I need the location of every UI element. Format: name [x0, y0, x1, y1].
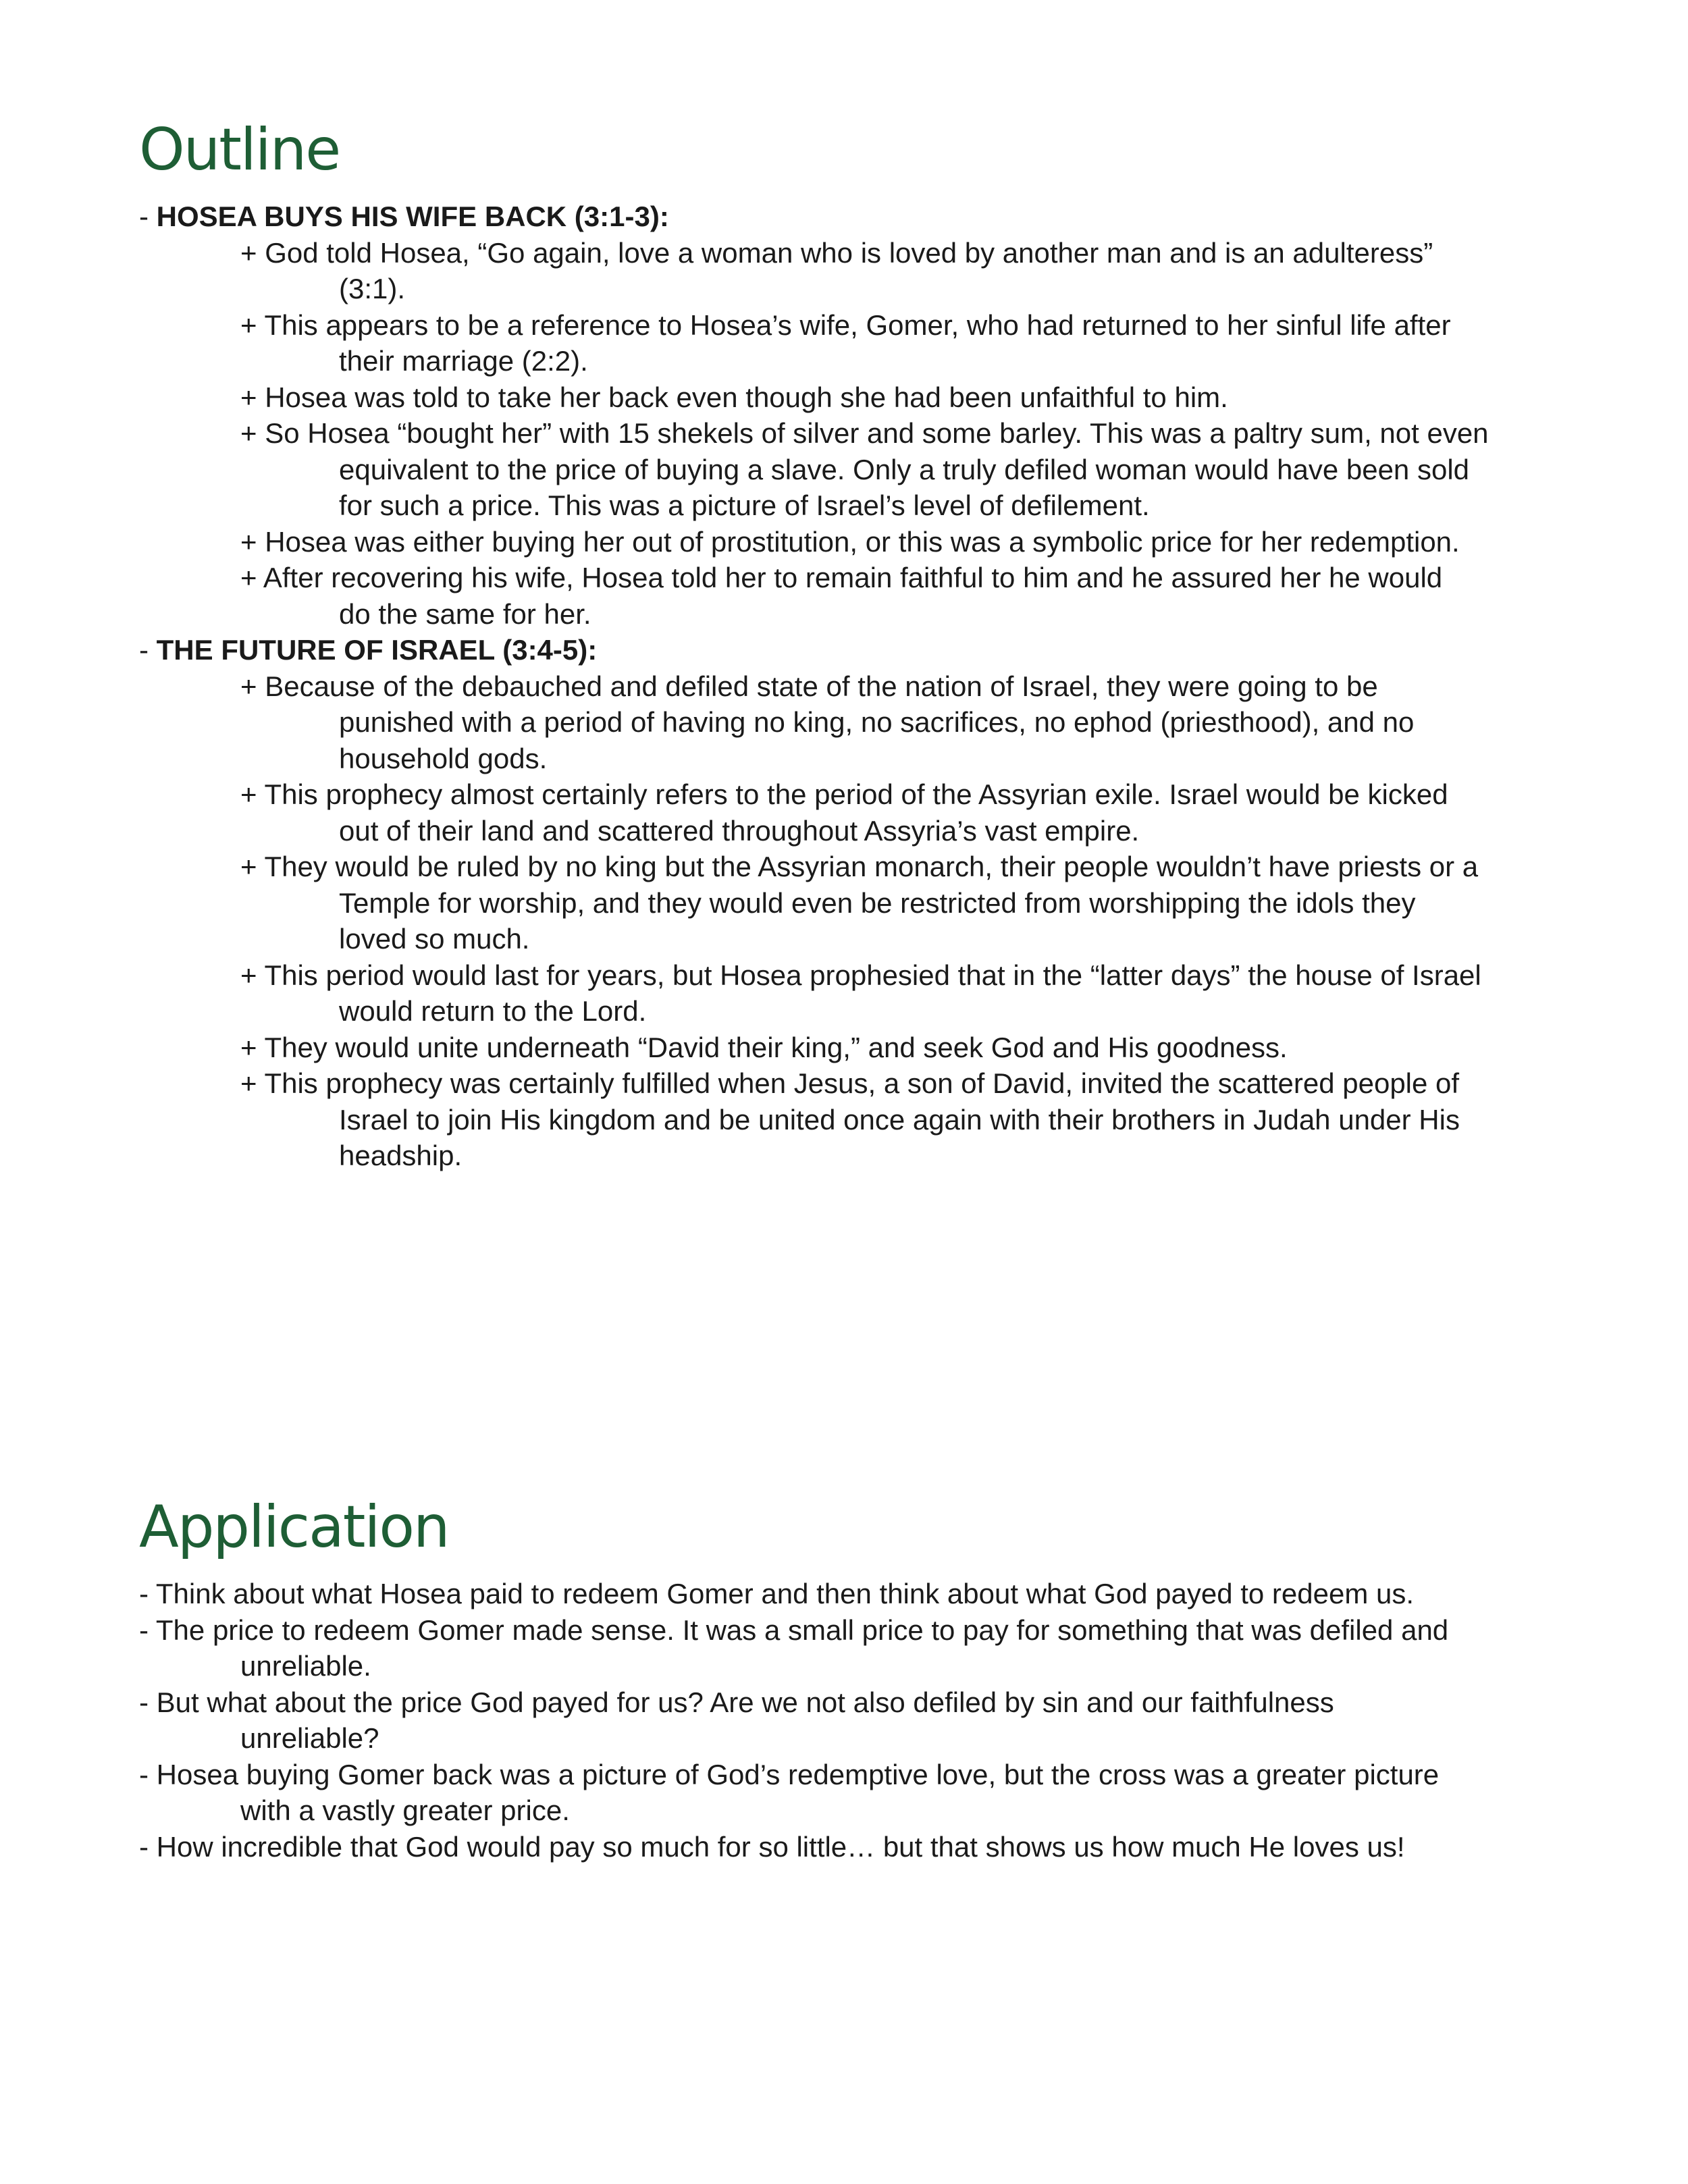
bullet-line: equivalent to the price of buying a slave. Only a truly defiled woman would have been sold	[339, 453, 1470, 485]
application-heading: Application	[139, 1493, 449, 1561]
application-point	[139, 1576, 1557, 1612]
point-line: with a vastly greater price.	[240, 1794, 570, 1826]
application-point	[139, 1829, 1557, 1865]
bullet-line: + This prophecy was certainly fulfilled when Jesus, a son of David, invited the scattered people of	[240, 1067, 1460, 1099]
outline-bullet	[139, 307, 1557, 379]
outline-bullet	[139, 235, 1557, 307]
section-heading-future-of-israel: - THE FUTURE OF ISRAEL (3:4-5):	[139, 634, 598, 666]
bullet-line: + Hosea was either buying her out of prostitution, or this was a symbolic price for her redemption.	[240, 525, 1460, 558]
bullet-line: their marriage (2:2).	[339, 345, 588, 377]
bullet-line: out of their land and scattered throughout Assyria’s vast empire.	[339, 814, 1140, 847]
bullet-line: Israel to join His kingdom and be united once again with their brothers in Judah under His	[339, 1103, 1460, 1136]
outline-heading: Outline	[139, 116, 340, 184]
bullet-line: loved so much.	[339, 923, 530, 955]
section-title: THE FUTURE OF ISRAEL (3:4-5):	[156, 634, 598, 666]
point-line: - But what about the price God payed for us? Are we not also defiled by sin and our faithfulness	[139, 1686, 1334, 1718]
bullet-line: household gods.	[339, 742, 548, 774]
bullet-line: (3:1).	[339, 273, 406, 304]
section-title: HOSEA BUYS HIS WIFE BACK (3:1-3):	[156, 201, 669, 232]
outline-bullet	[139, 957, 1557, 1030]
outline-bullet	[139, 849, 1557, 957]
bullet-line: + This period would last for years, but Hosea prophesied that in the “latter days” the house of Israel	[240, 959, 1481, 991]
bullet-line: + Because of the debauched and defiled state of the nation of Israel, they were going to be	[240, 670, 1378, 702]
bullet-line: + Hosea was told to take her back even though she had been unfaithful to him.	[240, 381, 1228, 413]
bullet-line: would return to the Lord.	[339, 995, 647, 1027]
outline-bullet	[139, 668, 1557, 777]
bullet-line: for such a price. This was a picture of Israel’s level of defilement.	[339, 489, 1150, 521]
bullet-line: + After recovering his wife, Hosea told her to remain faithful to him and he assured her he would	[240, 562, 1443, 593]
outline-bullet	[139, 524, 1557, 560]
bullet-line: + God told Hosea, “Go again, love a woman who is loved by another man and is an adulteress”	[240, 236, 1433, 269]
outline-bullet	[139, 1030, 1557, 1066]
point-line: - Hosea buying Gomer back was a picture of God’s redemptive love, but the cross was a greater picture	[139, 1758, 1440, 1790]
point-line: unreliable.	[240, 1650, 371, 1682]
bullet-line: headship.	[339, 1140, 463, 1171]
application-point	[139, 1757, 1557, 1829]
bullet-line: + They would unite underneath “David their king,” and seek God and His goodness.	[240, 1031, 1288, 1063]
outline-bullet	[139, 1065, 1557, 1174]
outline-list	[139, 198, 1557, 1174]
outline-bullet	[139, 415, 1557, 524]
point-line: unreliable?	[240, 1722, 379, 1754]
point-line: - How incredible that God would pay so much for so little… but that shows us how much He loves us!	[139, 1830, 1405, 1863]
bullet-line: + So Hosea “bought her” with 15 shekels of silver and some barley. This was a paltry sum, not even	[240, 417, 1489, 449]
section-heading-hosea-buys-wife-back: - HOSEA BUYS HIS WIFE BACK (3:1-3):	[139, 201, 669, 232]
bullet-line: punished with a period of having no king, no sacrifices, no ephod (priesthood), and no	[339, 706, 1415, 738]
application-point	[139, 1612, 1557, 1684]
application-point	[139, 1684, 1557, 1757]
bullet-line: do the same for her.	[339, 597, 591, 630]
bullet-line: + This prophecy almost certainly refers to the period of the Assyrian exile. Israel would be kicked	[240, 778, 1448, 810]
bullet-line: + They would be ruled by no king but the Assyrian monarch, their people wouldn’t have priests or a	[240, 851, 1479, 882]
bullet-line: + This appears to be a reference to Hosea’s wife, Gomer, who had returned to her sinful life after	[240, 309, 1451, 341]
point-line: - The price to redeem Gomer made sense. It was a small price to pay for something that was defiled and	[139, 1614, 1449, 1646]
outline-bullet	[139, 379, 1557, 416]
outline-bullet	[139, 560, 1557, 632]
point-line: - Think about what Hosea paid to redeem Gomer and then think about what God payed to redeem us.	[139, 1578, 1415, 1609]
application-list	[139, 1576, 1557, 1865]
bullet-line: Temple for worship, and they would even be restricted from worshipping the idols they	[339, 886, 1416, 919]
outline-bullet	[139, 776, 1557, 849]
